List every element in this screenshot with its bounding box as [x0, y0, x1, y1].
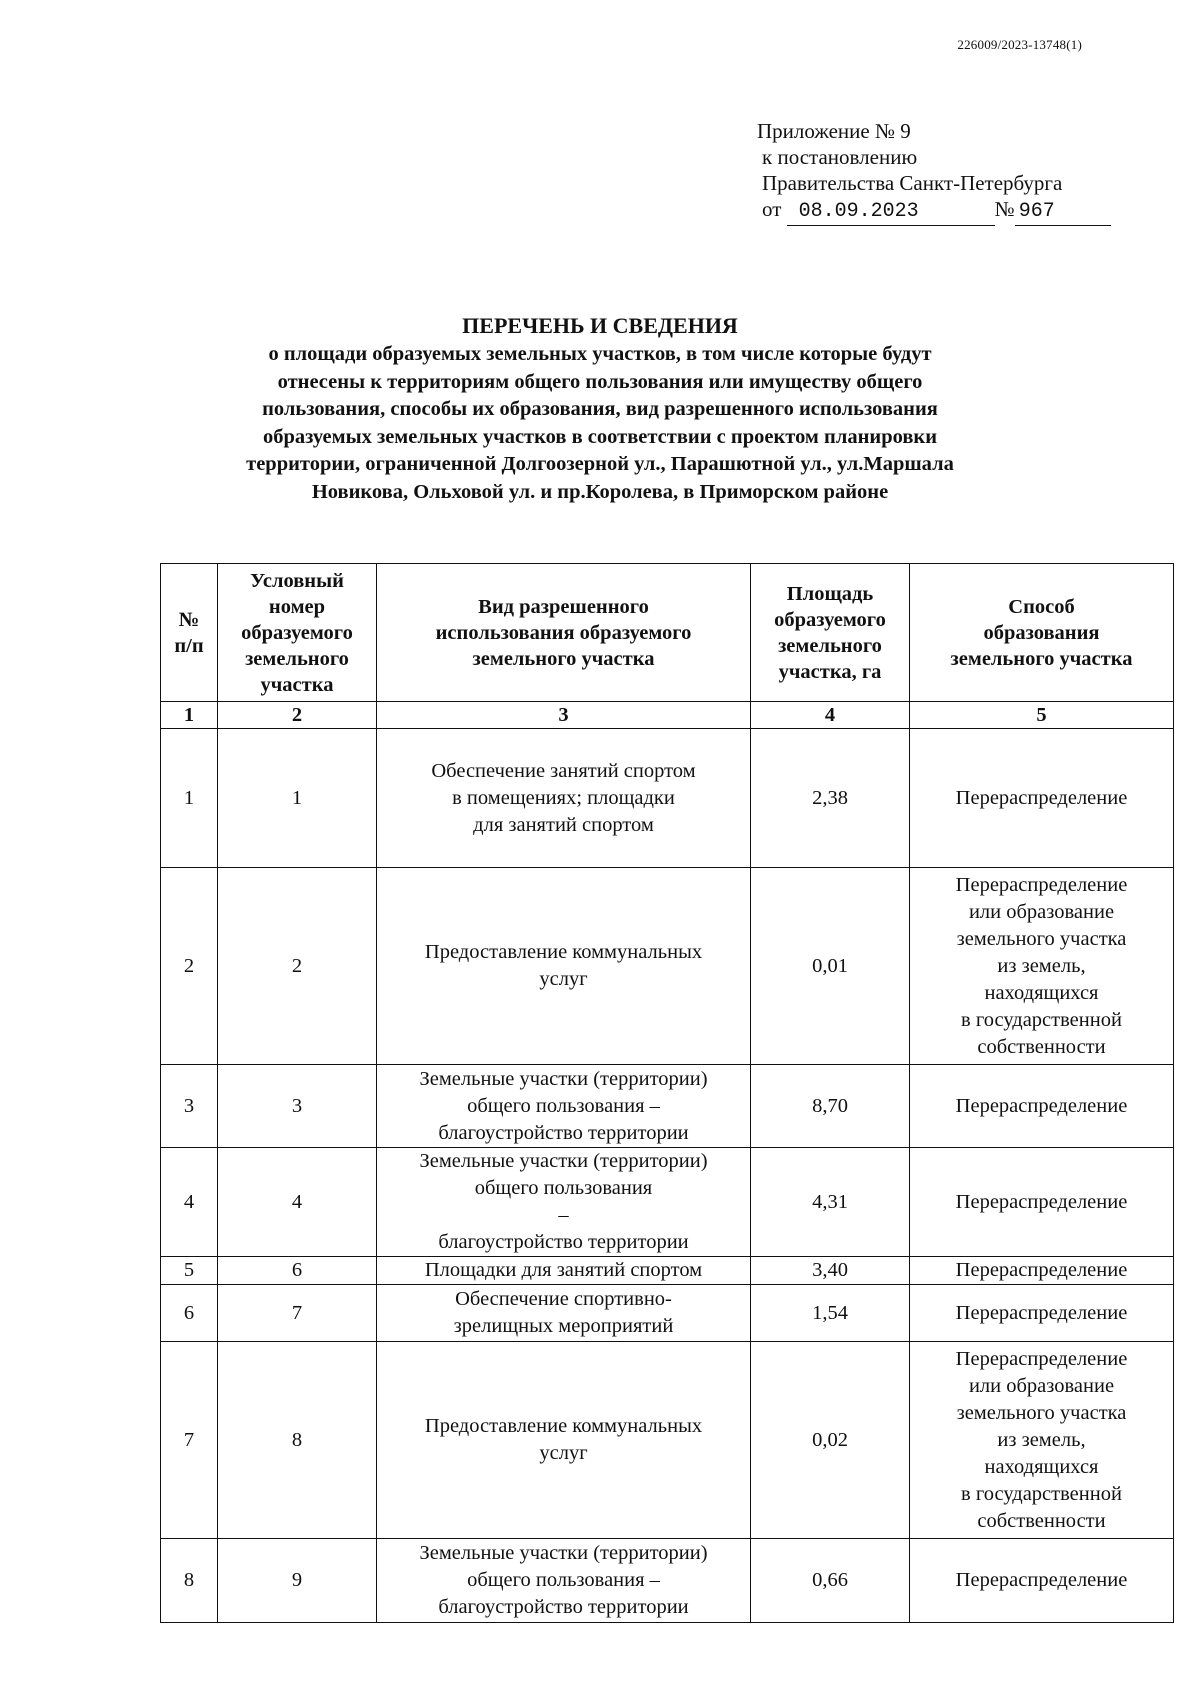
cell-area: 1,54 [751, 1285, 910, 1342]
annex-date-line [757, 196, 1111, 226]
cell-plot-id: 1 [218, 729, 377, 868]
title-line: территории, ограниченной Долгоозерной ул., Парашютной ул., ул.Маршала [246, 453, 954, 475]
cell-formation-method: Перераспределение [910, 729, 1174, 868]
cell-formation-method: Перераспределение [910, 1257, 1174, 1285]
cell-area: 0,01 [751, 868, 910, 1065]
land-plots-table [160, 563, 1174, 1623]
cell-formation-method: Перераспределение [910, 1065, 1174, 1148]
table-row [161, 1065, 1174, 1148]
table-row [161, 868, 1174, 1065]
annex-from-label: от [762, 197, 782, 221]
cell-plot-id: 7 [218, 1285, 377, 1342]
annex-date: 08.09.2023 [787, 199, 995, 226]
cell-row-number: 5 [161, 1257, 218, 1285]
cell-formation-method: Перераспределение или образование земельного участка из земель, находящихся в государственной собственности [910, 1342, 1174, 1539]
cell-row-number: 6 [161, 1285, 218, 1342]
cell-formation-method: Перераспределение [910, 1285, 1174, 1342]
cell-row-number: 8 [161, 1539, 218, 1623]
cell-permitted-use: Земельные участки (территории) общего пользования – благоустройство территории [377, 1539, 751, 1623]
cell-formation-method: Перераспределение [910, 1148, 1174, 1257]
title-line: Новикова, Ольховой ул. и пр.Королева, в Приморском районе [311, 480, 889, 503]
cell-permitted-use: Обеспечение занятий спортом в помещениях; площадки для занятий спортом [377, 729, 751, 868]
cell-formation-method: Перераспределение [910, 1539, 1174, 1623]
cell-row-number: 4 [161, 1148, 218, 1257]
cell-area: 3,40 [751, 1257, 910, 1285]
table-header-row [161, 564, 1174, 702]
cell-permitted-use: Обеспечение спортивно- зрелищных мероприятий [377, 1285, 751, 1342]
annex-block [757, 118, 1111, 226]
table-row [161, 1342, 1174, 1539]
cell-permitted-use: Предоставление коммунальных услуг [377, 868, 751, 1065]
column-number: 1 [161, 702, 218, 729]
cell-area: 2,38 [751, 729, 910, 868]
table-row [161, 729, 1174, 868]
table-row [161, 1285, 1174, 1342]
cell-row-number: 7 [161, 1342, 218, 1539]
column-number: 2 [218, 702, 377, 729]
cell-plot-id: 8 [218, 1342, 377, 1539]
cell-permitted-use: Земельные участки (территории) общего пользования – благоустройство территории [377, 1065, 751, 1148]
annex-number-label: № [994, 197, 1015, 221]
header-formation-method: Способ образования земельного участка [910, 564, 1174, 702]
column-number: 4 [751, 702, 910, 729]
cell-plot-id: 9 [218, 1539, 377, 1623]
table-row [161, 1257, 1174, 1285]
title-line: пользования, способы их образования, вид разрешенного использования [262, 398, 938, 420]
annex-resolution-label: к постановлению [762, 145, 918, 169]
cell-row-number: 3 [161, 1065, 218, 1148]
header-row-number: № п/п [161, 564, 218, 702]
column-number: 3 [377, 702, 751, 729]
header-permitted-use: Вид разрешенного использования образуемого земельного участка [377, 564, 751, 702]
annex-government: Правительства Санкт-Петербурга [762, 171, 1063, 195]
table-row [161, 1148, 1174, 1257]
header-area: Площадь образуемого земельного участка, га [751, 564, 910, 702]
cell-plot-id: 4 [218, 1148, 377, 1257]
cell-area: 4,31 [751, 1148, 910, 1257]
title-main: ПЕРЕЧЕНЬ И СВЕДЕНИЯ [462, 313, 738, 338]
document-id: 226009/2023-13748(1) [957, 37, 1082, 52]
annex-number: Приложение № 9 [757, 119, 911, 143]
table-row [161, 1539, 1174, 1623]
cell-area: 0,66 [751, 1539, 910, 1623]
cell-area: 8,70 [751, 1065, 910, 1148]
cell-formation-method: Перераспределение или образование земельного участка из земель, находящихся в государственной собственности [910, 868, 1174, 1065]
title-line: отнесены к территориям общего пользования или имуществу общего [277, 370, 923, 393]
cell-row-number: 1 [161, 729, 218, 868]
column-number: 5 [910, 702, 1174, 729]
cell-area: 0,02 [751, 1342, 910, 1539]
cell-plot-id: 2 [218, 868, 377, 1065]
cell-plot-id: 6 [218, 1257, 377, 1285]
title-line: образуемых земельных участков в соответствии с проектом планировки [262, 425, 938, 448]
cell-plot-id: 3 [218, 1065, 377, 1148]
header-plot-id: Условный номер образуемого земельного участка [218, 564, 377, 702]
cell-permitted-use: Площадки для занятий спортом [377, 1257, 751, 1285]
document-title [100, 311, 1100, 506]
annex-resolution-number: 967 [1015, 199, 1111, 226]
cell-permitted-use: Предоставление коммунальных услуг [377, 1342, 751, 1539]
cell-permitted-use: Земельные участки (территории) общего пользования – благоустройство территории [377, 1148, 751, 1257]
cell-row-number: 2 [161, 868, 218, 1065]
column-numbers-row [161, 702, 1174, 729]
title-line: о площади образуемых земельных участков, в том числе которые будут [268, 343, 932, 365]
